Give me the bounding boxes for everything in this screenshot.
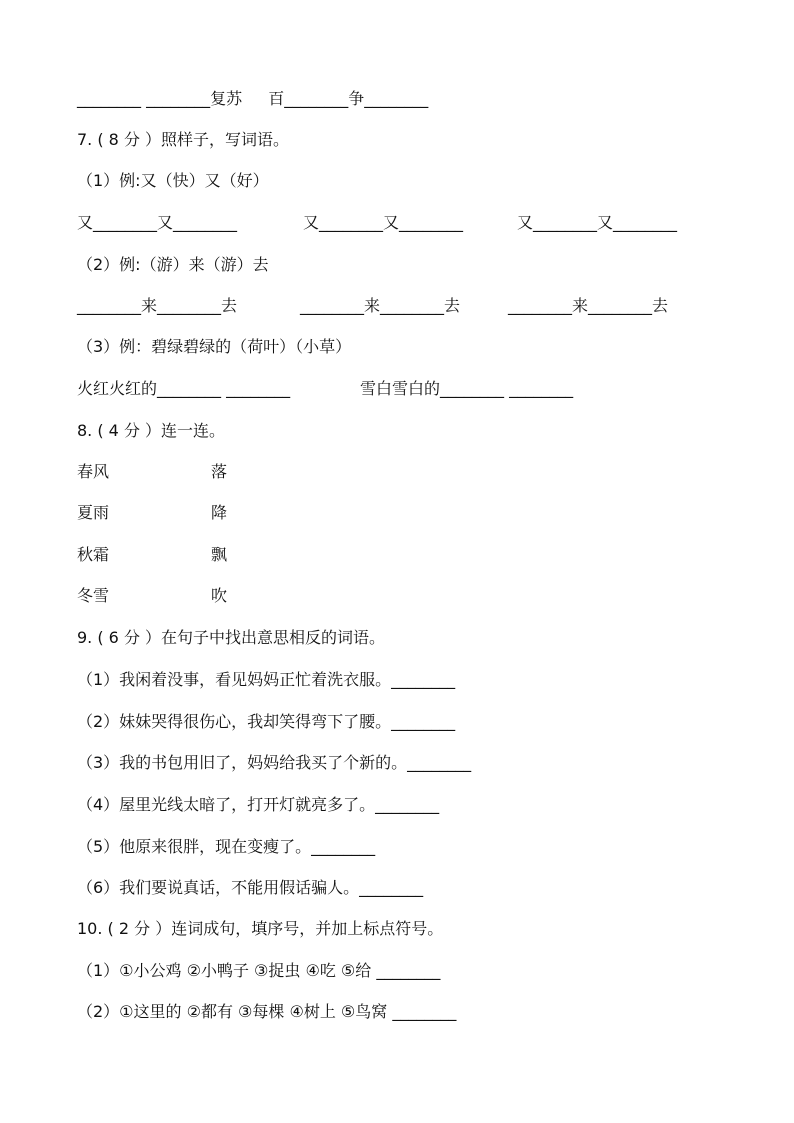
q8-left-item: 秋霜 bbox=[77, 545, 110, 564]
q9-item: （1）我闲着没事，看见妈妈正忙着洗衣服。________ bbox=[77, 670, 456, 689]
q8-left-item: 春风 bbox=[77, 462, 110, 481]
q9-item: （3）我的书包用旧了，妈妈给我买了个新的。________ bbox=[77, 753, 472, 772]
q7-part2-blank: ________来________去 bbox=[77, 296, 238, 315]
q8-title: 8. ( 4 分 ）连一连。 bbox=[77, 421, 226, 440]
q7-part3-example: （3）例：碧绿碧绿的（荷叶）（小草） bbox=[77, 337, 352, 356]
q7-title: 7. ( 8 分 ）照样子，写词语。 bbox=[77, 130, 290, 149]
q9-title: 9. ( 6 分 ）在句子中找出意思相反的词语。 bbox=[77, 628, 386, 647]
q9-item: （5）他原来很胖，现在变瘦了。________ bbox=[77, 837, 376, 856]
q9-item: （2）妹妹哭得很伤心，我却笑得弯下了腰。________ bbox=[77, 712, 456, 731]
q8-left-item: 冬雪 bbox=[77, 586, 110, 605]
q8-left-item: 夏雨 bbox=[77, 503, 110, 522]
q8-right-item: 落 bbox=[211, 462, 228, 481]
q10-title: 10. ( 2 分 ）连词成句，填序号，并加上标点符号。 bbox=[77, 919, 444, 938]
q8-right-item: 飘 bbox=[211, 545, 228, 564]
q7-part2-blank: ________来________去 bbox=[300, 296, 461, 315]
q7-part2-example: （2）例:（游）来（游）去 bbox=[77, 255, 269, 274]
q9-item: （4）屋里光线太暗了，打开灯就亮多了。________ bbox=[77, 795, 440, 814]
q7-part3-blank: 雪白雪白的________ ________ bbox=[360, 379, 574, 398]
q7-part1-blank: 又________又________ bbox=[303, 213, 464, 232]
q7-part1-blank: 又________又________ bbox=[77, 213, 238, 232]
q7-part2-blank: ________来________去 bbox=[508, 296, 669, 315]
q8-right-item: 降 bbox=[211, 503, 228, 522]
q10-item: （2）①这里的 ②都有 ③每棵 ④树上 ⑤鸟窝 ________ bbox=[77, 1002, 457, 1021]
q10-item: （1）①小公鸡 ②小鸭子 ③捉虫 ④吃 ⑤给 ________ bbox=[77, 961, 441, 980]
fill-line-top: ________ ________复苏 百________争________ bbox=[77, 89, 429, 108]
q7-part1-example: （1）例:又（快）又（好） bbox=[77, 171, 269, 190]
q7-part1-blank: 又________又________ bbox=[517, 213, 678, 232]
q7-part3-blank: 火红火红的________ ________ bbox=[77, 379, 291, 398]
q8-right-item: 吹 bbox=[211, 586, 228, 605]
q9-item: （6）我们要说真话，不能用假话骗人。________ bbox=[77, 878, 424, 897]
